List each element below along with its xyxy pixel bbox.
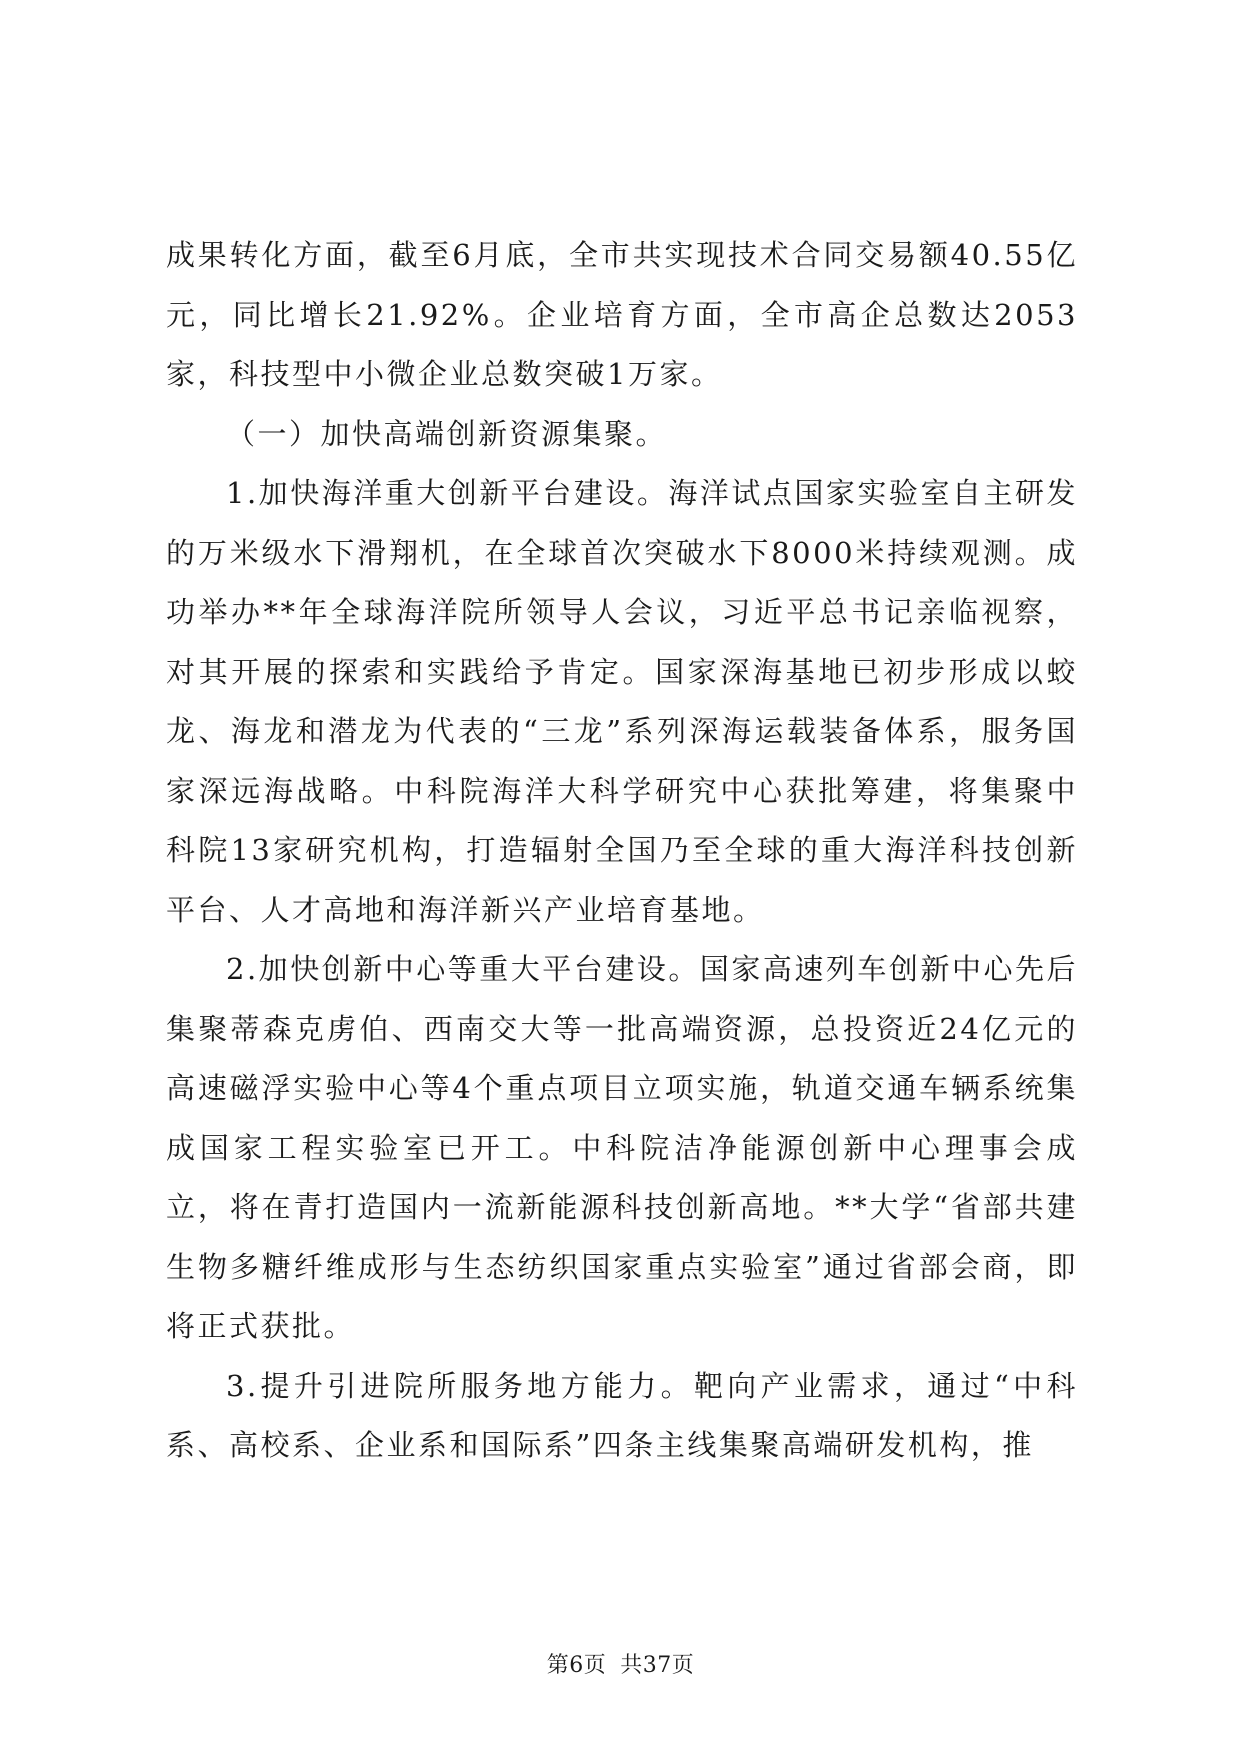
section-heading-1: （一）加快高端创新资源集聚。 [226, 416, 668, 451]
paragraph-innovation-center: 2.加快创新中心等重大平台建设。国家高速列车创新中心先后集聚蒂森克虏伯、西南交大等一批高端资源，总投资近24亿元的高速磁浮实验中心等4个重点项目立项实施，轨道交通车辆系统集成国家工程实验室已开工。中科院洁净能源创新中心理事会成立，将在青打造国内一流新能源科技创新高地。**大学“省部共建生物多糖纤维成形与生态纺织国家重点实验室”通过省部会商，即将正式获批。 [166, 952, 1078, 1343]
page-number: 第6页 [546, 1653, 607, 1678]
paragraph-achievement-transfer: 成果转化方面，截至6月底，全市共实现技术合同交易额40.55亿元，同比增长21.92%。企业培育方面，全市高企总数达2053家，科技型中小微企业总数突破1万家。 [166, 238, 1078, 391]
page-total: 共37页 [620, 1653, 695, 1678]
page-footer [0, 1648, 1241, 1679]
document-body [166, 226, 1078, 1476]
paragraph-ocean-platform: 1.加快海洋重大创新平台建设。海洋试点国家实验室自主研发的万米级水下滑翔机，在全球首次突破水下8000米持续观测。成功举办**年全球海洋院所领导人会议，习近平总书记亲临视察，对其开展的探索和实践给予肯定。国家深海基地已初步形成以蛟龙、海龙和潜龙为代表的“三龙”系列深海运载装备体系，服务国家深远海战略。中科院海洋大科学研究中心获批筹建，将集聚中科院13家研究机构，打造辐射全国乃至全球的重大海洋科技创新平台、人才高地和海洋新兴产业培育基地。 [166, 476, 1078, 927]
paragraph-institute-service: 3.提升引进院所服务地方能力。靶向产业需求，通过“中科系、高校系、企业系和国际系”四条主线集聚高端研发机构，推 [166, 1368, 1078, 1462]
